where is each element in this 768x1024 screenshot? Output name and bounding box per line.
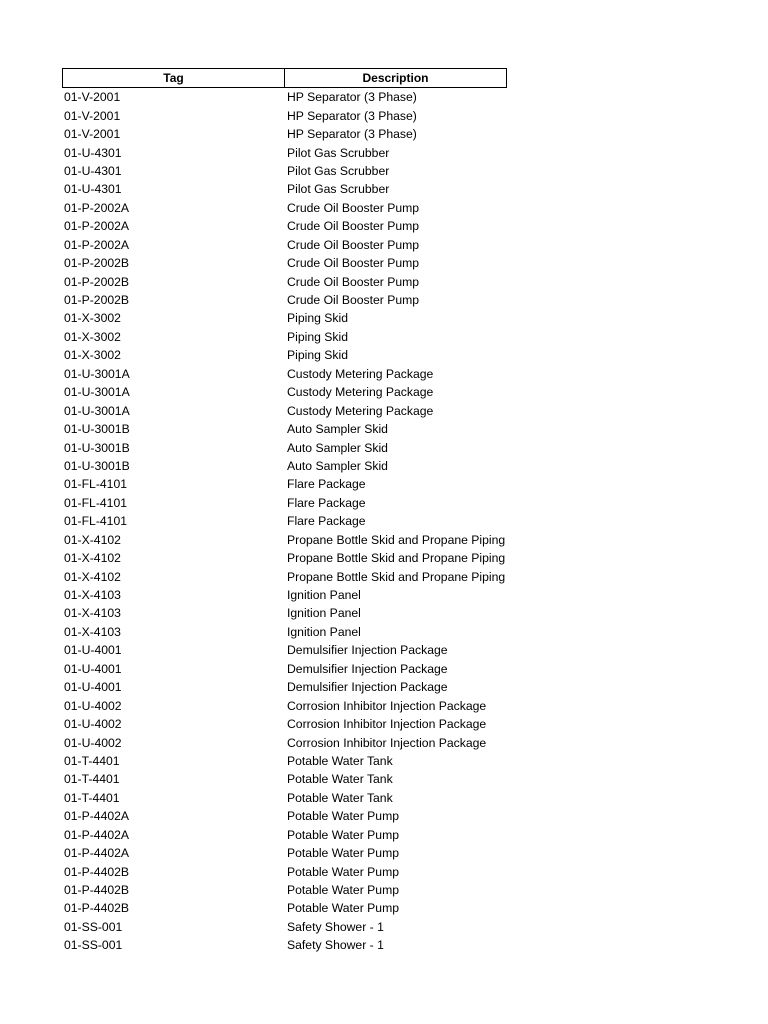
table-row: [62, 770, 762, 788]
table-row: [62, 826, 762, 844]
cell-tag[interactable]: 01-X-3002: [64, 311, 121, 326]
table-row: [62, 457, 762, 475]
cell-description[interactable]: Crude Oil Booster Pump: [287, 200, 420, 215]
cell-tag[interactable]: 01-P-2002B: [64, 256, 130, 271]
table-row: [62, 531, 762, 549]
cell-description[interactable]: Auto Sampler Skid: [287, 458, 388, 473]
table-row: [62, 162, 762, 180]
cell-description[interactable]: HP Separator (3 Phase): [287, 127, 417, 142]
cell-tag[interactable]: 01-T-4401: [64, 772, 120, 787]
cell-tag[interactable]: 01-P-4402A: [64, 827, 130, 842]
table-row: [62, 715, 762, 733]
cell-description[interactable]: Safety Shower - 1: [287, 938, 384, 953]
cell-description[interactable]: Propane Bottle Skid and Propane Piping: [287, 569, 506, 584]
cell-tag[interactable]: 01-V-2001: [64, 108, 121, 123]
cell-tag[interactable]: 01-U-3001A: [64, 366, 130, 381]
table-row: [62, 844, 762, 862]
table-row: [62, 641, 762, 659]
table-row: [62, 254, 762, 272]
cell-description[interactable]: Potable Water Pump: [287, 901, 399, 916]
cell-tag[interactable]: 01-U-3001A: [64, 403, 130, 418]
cell-tag[interactable]: 01-P-4402A: [64, 809, 130, 824]
cell-tag[interactable]: 01-V-2001: [64, 127, 121, 142]
cell-tag[interactable]: 01-U-3001B: [64, 422, 130, 437]
table-row: [62, 604, 762, 622]
table-row: [62, 696, 762, 714]
cell-tag[interactable]: 01-P-2002B: [64, 293, 130, 308]
table-row: [62, 733, 762, 751]
table-row: [62, 752, 762, 770]
table-row: [62, 106, 762, 124]
cell-tag[interactable]: 01-U-3001A: [64, 385, 130, 400]
cell-description[interactable]: Crude Oil Booster Pump: [287, 237, 420, 252]
cell-description[interactable]: Potable Water Tank: [287, 790, 393, 805]
cell-tag[interactable]: 01-U-3001B: [64, 440, 130, 455]
table-row: [62, 401, 762, 419]
table-row: [62, 586, 762, 604]
cell-description[interactable]: Custody Metering Package: [287, 366, 434, 381]
table-row: [62, 807, 762, 825]
cell-description[interactable]: Auto Sampler Skid: [287, 422, 388, 437]
cell-tag[interactable]: 01-P-2002B: [64, 274, 130, 289]
equipment-table: [62, 68, 762, 955]
column-header-tag[interactable]: Tag: [62, 68, 285, 88]
table-row: [62, 438, 762, 456]
cell-tag[interactable]: 01-P-2002A: [64, 237, 130, 252]
table-row: [62, 567, 762, 585]
cell-description[interactable]: Flare Package: [287, 514, 366, 529]
table-row: [62, 678, 762, 696]
table-row: [62, 346, 762, 364]
cell-tag[interactable]: 01-P-2002A: [64, 219, 130, 234]
cell-description[interactable]: Custody Metering Package: [287, 403, 434, 418]
table-row: [62, 328, 762, 346]
cell-description[interactable]: Potable Water Pump: [287, 846, 399, 861]
cell-description[interactable]: Crude Oil Booster Pump: [287, 219, 420, 234]
cell-tag[interactable]: 01-FL-4101: [64, 495, 128, 510]
cell-tag[interactable]: 01-P-2002A: [64, 200, 130, 215]
table-row: [62, 512, 762, 530]
cell-description[interactable]: Demulsifier Injection Package: [287, 680, 448, 695]
cell-tag[interactable]: 01-V-2001: [64, 90, 121, 105]
cell-tag[interactable]: 01-X-4102: [64, 532, 121, 547]
table-row: [62, 936, 762, 954]
cell-description[interactable]: Demulsifier Injection Package: [287, 643, 448, 658]
table-row: [62, 549, 762, 567]
table-row: [62, 862, 762, 880]
cell-tag[interactable]: 01-X-4103: [64, 624, 121, 639]
cell-tag[interactable]: 01-P-4402B: [64, 901, 130, 916]
cell-tag[interactable]: 01-X-3002: [64, 348, 121, 363]
cell-tag[interactable]: 01-SS-001: [64, 938, 123, 953]
table-row: [62, 291, 762, 309]
cell-description[interactable]: Pilot Gas Scrubber: [287, 163, 390, 178]
table-body: [62, 88, 762, 955]
table-row: [62, 272, 762, 290]
cell-description[interactable]: Potable Water Tank: [287, 753, 393, 768]
cell-description[interactable]: Crude Oil Booster Pump: [287, 274, 420, 289]
cell-description[interactable]: Ignition Panel: [287, 606, 361, 621]
cell-tag[interactable]: 01-U-4001: [64, 661, 122, 676]
cell-tag[interactable]: 01-X-4103: [64, 588, 121, 603]
cell-tag[interactable]: 01-X-3002: [64, 329, 121, 344]
cell-tag[interactable]: 01-U-4001: [64, 643, 122, 658]
cell-tag[interactable]: 01-U-3001B: [64, 458, 130, 473]
cell-description[interactable]: Potable Water Pump: [287, 827, 399, 842]
table-row: [62, 918, 762, 936]
cell-description[interactable]: Auto Sampler Skid: [287, 440, 388, 455]
cell-tag[interactable]: 01-P-4402B: [64, 864, 130, 879]
cell-description[interactable]: Piping Skid: [287, 329, 348, 344]
cell-description[interactable]: Corrosion Inhibitor Injection Package: [287, 717, 487, 732]
cell-tag[interactable]: 01-U-4301: [64, 163, 122, 178]
cell-tag[interactable]: 01-U-4001: [64, 680, 122, 695]
table-row: [62, 365, 762, 383]
table-row: [62, 143, 762, 161]
cell-tag[interactable]: 01-T-4401: [64, 753, 120, 768]
cell-description[interactable]: Flare Package: [287, 477, 366, 492]
table-row: [62, 199, 762, 217]
cell-tag[interactable]: 01-U-4002: [64, 698, 122, 713]
table-row: [62, 899, 762, 917]
cell-description[interactable]: Ignition Panel: [287, 588, 361, 603]
cell-description[interactable]: Potable Water Tank: [287, 772, 393, 787]
cell-description[interactable]: Flare Package: [287, 495, 366, 510]
table-row: [62, 420, 762, 438]
cell-description[interactable]: Demulsifier Injection Package: [287, 661, 448, 676]
cell-description[interactable]: Crude Oil Booster Pump: [287, 256, 420, 271]
table-row: [62, 236, 762, 254]
cell-tag[interactable]: 01-FL-4101: [64, 477, 128, 492]
cell-description[interactable]: Ignition Panel: [287, 624, 361, 639]
cell-description[interactable]: Piping Skid: [287, 348, 348, 363]
cell-description[interactable]: Crude Oil Booster Pump: [287, 293, 420, 308]
cell-description[interactable]: Safety Shower - 1: [287, 919, 384, 934]
cell-description[interactable]: Corrosion Inhibitor Injection Package: [287, 698, 487, 713]
table-row: [62, 88, 762, 106]
table-row: [62, 217, 762, 235]
cell-description[interactable]: HP Separator (3 Phase): [287, 108, 417, 123]
cell-description[interactable]: Corrosion Inhibitor Injection Package: [287, 735, 487, 750]
column-header-description[interactable]: Description: [285, 68, 507, 88]
cell-tag[interactable]: 01-U-4002: [64, 717, 122, 732]
table-row: [62, 660, 762, 678]
cell-description[interactable]: Potable Water Pump: [287, 864, 399, 879]
cell-tag[interactable]: 01-X-4102: [64, 551, 121, 566]
cell-description[interactable]: HP Separator (3 Phase): [287, 90, 417, 105]
table-row: [62, 881, 762, 899]
cell-description[interactable]: Propane Bottle Skid and Propane Piping: [287, 551, 506, 566]
cell-description[interactable]: Potable Water Pump: [287, 809, 399, 824]
table-row: [62, 309, 762, 327]
table-header-row: [62, 68, 762, 88]
cell-tag[interactable]: 01-P-4402A: [64, 846, 130, 861]
cell-description[interactable]: Pilot Gas Scrubber: [287, 145, 390, 160]
table-row: [62, 494, 762, 512]
cell-tag[interactable]: 01-P-4402B: [64, 883, 130, 898]
cell-description[interactable]: Potable Water Pump: [287, 883, 399, 898]
cell-tag[interactable]: 01-SS-001: [64, 919, 123, 934]
cell-tag[interactable]: 01-X-4103: [64, 606, 121, 621]
cell-tag[interactable]: 01-T-4401: [64, 790, 120, 805]
table-row: [62, 383, 762, 401]
cell-tag[interactable]: 01-U-4301: [64, 145, 122, 160]
cell-tag[interactable]: 01-U-4002: [64, 735, 122, 750]
table-row: [62, 125, 762, 143]
cell-tag[interactable]: 01-FL-4101: [64, 514, 128, 529]
table-row: [62, 623, 762, 641]
cell-description[interactable]: Propane Bottle Skid and Propane Piping: [287, 532, 506, 547]
cell-description[interactable]: Pilot Gas Scrubber: [287, 182, 390, 197]
cell-description[interactable]: Piping Skid: [287, 311, 348, 326]
table-row: [62, 180, 762, 198]
table-row: [62, 789, 762, 807]
cell-description[interactable]: Custody Metering Package: [287, 385, 434, 400]
table-row: [62, 475, 762, 493]
cell-tag[interactable]: 01-X-4102: [64, 569, 121, 584]
cell-tag[interactable]: 01-U-4301: [64, 182, 122, 197]
